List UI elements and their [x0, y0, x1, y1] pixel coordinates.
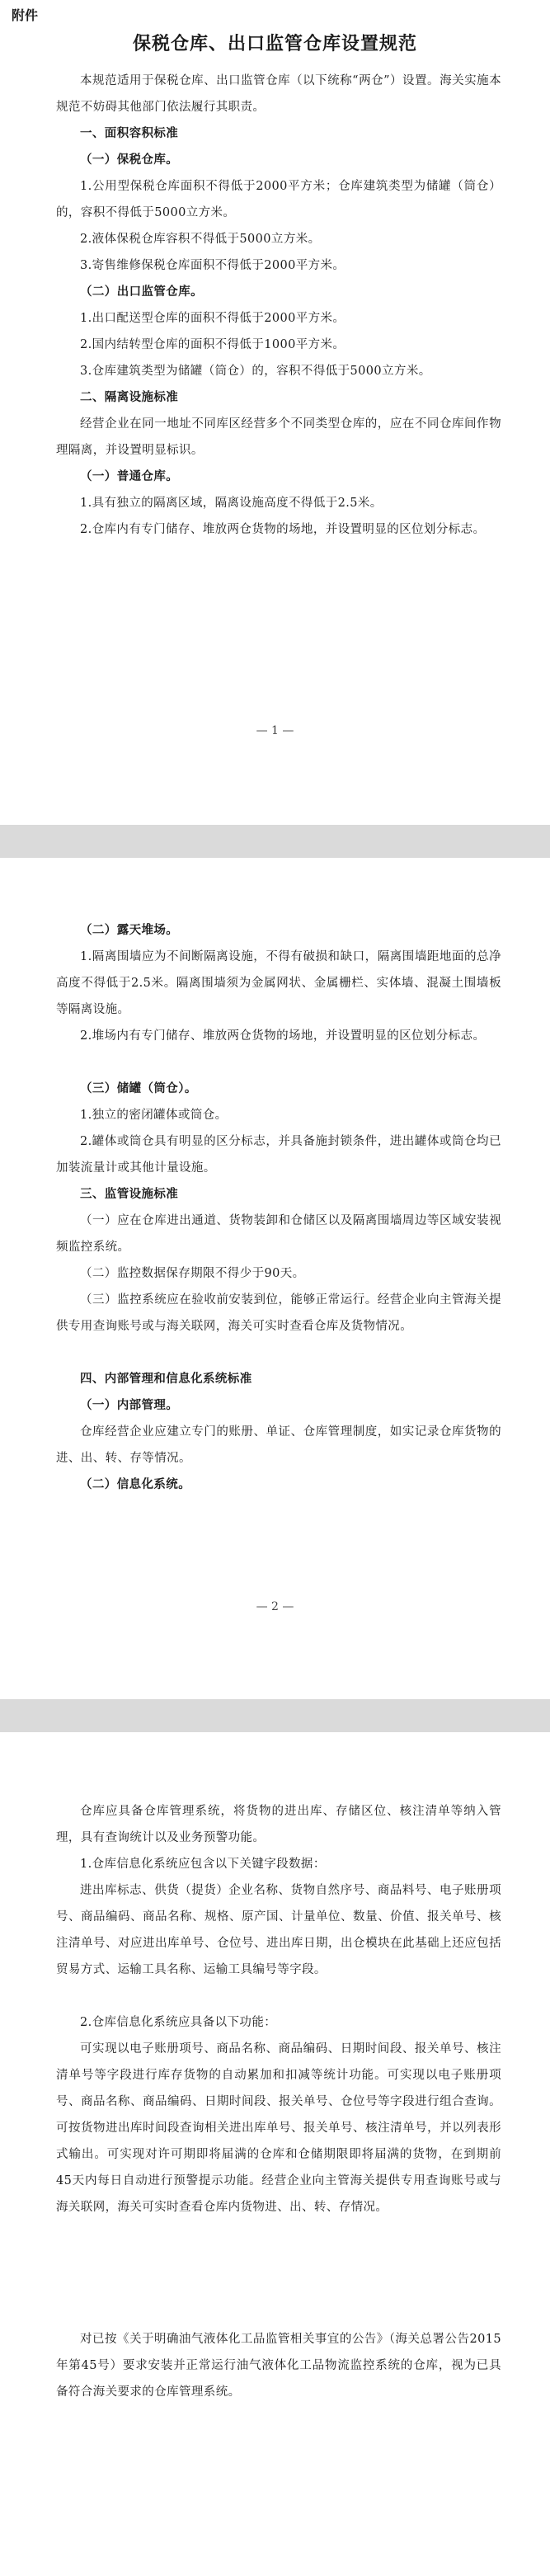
section-heading: 四、内部管理和信息化系统标准 — [80, 1372, 252, 1386]
document-page-1 — [0, 0, 550, 825]
subsection-heading: （一）普通仓库。 — [80, 469, 179, 483]
document-title: 保税仓库、出口监管仓库设置规范 — [132, 33, 417, 54]
paragraph: （三）监控系统应在验收前安装到位，能够正常运行。经营企业向主管海关提供专用查询账号或与海关联网，海关可实时查看仓库及货物情况。 — [56, 1293, 501, 1333]
paragraph: 2.液体保税仓库容积不得低于5000立方米。 — [80, 233, 321, 246]
paragraph: （一）应在仓库进出通道、货物装卸和仓储区以及隔离围墙周边等区域安装视频监控系统。 — [56, 1214, 501, 1254]
subsection-heading: （二）信息化系统。 — [80, 1477, 191, 1491]
document-page-3 — [0, 1732, 550, 2576]
paragraph: 1.隔离围墙应为不间断隔离设施，不得有破损和缺口，隔离围墙距地面的总净高度不得低于2.5米。隔离围墙须为金属网状、金属栅栏、实体墙、混凝土围墙板等隔离设施。 — [56, 950, 501, 1016]
paragraph: 1.具有独立的隔离区域，隔离设施高度不得低于2.5米。 — [80, 497, 383, 510]
paragraph: 对已按《关于明确油气液体化工品监管相关事宜的公告》（海关总署公告2015年第45号）要求安装并正常运行油气液体化工品物流监控系统的仓库，视为已具备符合海关要求的仓库管理系统。 — [56, 2333, 501, 2399]
subsection-heading: （一）保税仓库。 — [80, 153, 179, 167]
paragraph: 2.仓库内有专门储存、堆放两仓货物的场地，并设置明显的区位划分标志。 — [80, 523, 486, 536]
paragraph: 2.国内结转型仓库的面积不得低于1000平方米。 — [80, 338, 346, 351]
subsection-heading: （三）储罐（筒仓）。 — [80, 1081, 197, 1095]
section-heading: 二、隔离设施标准 — [80, 390, 179, 404]
paragraph: 2.堆场内有专门储存、堆放两仓货物的场地，并设置明显的区位划分标志。 — [80, 1029, 486, 1043]
paragraph: 可实现以电子账册项号、商品名称、商品编码、日期时间段、报关单号、核注清单号等字段进行库存货物的自动累加和扣减等统计功能。可实现以电子账册项号、商品名称、商品编码、日期时间段、报关单号、仓位号等字段进行组合查询。可按货物进出库时间段查询相关进出库单号、报关单号、核注清单号，并以列表形式输出。可实现对许可期即将届满的仓库和仓储期限即将届满的货物，在到期前45天内每日自动进行预警提示功能。经营企业向主管海关提供专用查询账号或与海关联网，海关可实时查看仓库内货物进、出、转、存情况。 — [56, 2042, 501, 2214]
section-heading: 三、监管设施标准 — [80, 1187, 179, 1201]
subsection-heading: （二）出口监管仓库。 — [80, 285, 203, 299]
paragraph: 2.罐体或筒仓具有明显的区分标志，并具备施封锁条件，进出罐体或筒仓均已加装流量计或其他计量设施。 — [56, 1135, 501, 1175]
paragraph: 1.出口配送型仓库的面积不得低于2000平方米。 — [80, 312, 346, 325]
paragraph: 仓库经营企业应建立专门的账册、单证、仓库管理制度，如实记录仓库货物的进、出、转、存等情况。 — [56, 1425, 501, 1465]
subsection-heading: （二）露天堆场。 — [80, 923, 179, 937]
paragraph: 2.仓库信息化系统应具备以下功能： — [80, 2016, 277, 2029]
section-heading: 一、面积容积标准 — [80, 126, 179, 140]
subsection-heading: （一）内部管理。 — [80, 1398, 179, 1412]
paragraph: 经营企业在同一地址不同库区经营多个不同类型仓库的，应在不同仓库间作物理隔离，并设置明显标识。 — [56, 417, 501, 457]
paragraph: （二）监控数据保存期限不得少于90天。 — [80, 1267, 305, 1280]
document-page-2 — [0, 858, 550, 1699]
paragraph: 1.公用型保税仓库面积不得低于2000平方米；仓库建筑类型为储罐（筒仓）的，容积不得低于5000立方米。 — [56, 180, 501, 219]
paragraph: 1.仓库信息化系统应包含以下关键字段数据： — [80, 1858, 326, 1871]
paragraph: 3.仓库建筑类型为储罐（筒仓）的，容积不得低于5000立方米。 — [80, 365, 431, 378]
attachment-label: 附件 — [12, 7, 39, 23]
paragraph: 进出库标志、供货（提货）企业名称、货物自然序号、商品料号、电子账册项号、商品编码、商品名称、规格、原产国、计量单位、数量、价值、报关单号、核注清单号、对应进出库单号、仓位号、进出库日期，出仓模块在此基础上还应包括贸易方式、运输工具名称、运输工具编号等字段。 — [56, 1884, 501, 1976]
paragraph: 仓库应具备仓库管理系统，将货物的进出库、存储区位、核注清单等纳入管理，具有查询统计以及业务预警功能。 — [56, 1805, 501, 1844]
paragraph: 3.寄售维修保税仓库面积不得低于2000平方米。 — [80, 259, 346, 272]
page-number: — 2 — — [256, 1600, 294, 1613]
paragraph: 1.独立的密闭罐体或筒仓。 — [80, 1109, 228, 1122]
paragraph: 本规范适用于保税仓库、出口监管仓库（以下统称“两仓”）设置。海关实施本规范不妨碍其他部门依法履行其职责。 — [56, 74, 501, 114]
page-number: — 1 — — [256, 724, 294, 737]
